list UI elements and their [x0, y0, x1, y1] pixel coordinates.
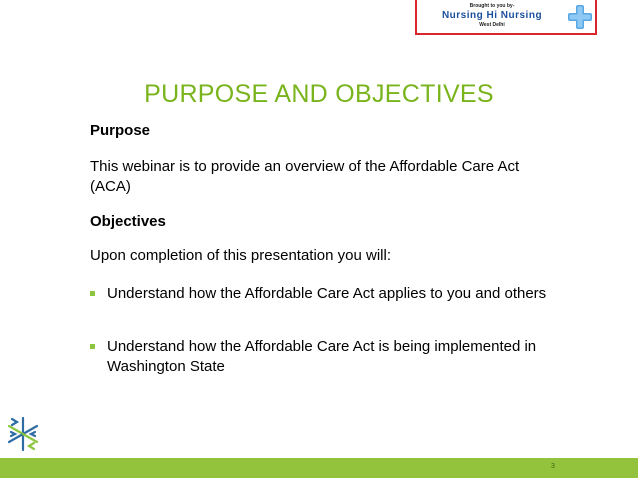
bullet-square-icon — [90, 291, 95, 296]
objectives-intro: Upon completion of this presentation you will: — [90, 247, 391, 264]
objectives-heading: Objectives — [90, 213, 166, 230]
objective-bullet-text: Understand how the Affordable Care Act is being implemented in Washington State — [107, 338, 537, 375]
objective-bullet-text: Understand how the Affordable Care Act applies to you and others — [107, 285, 547, 302]
purpose-text: This webinar is to provide an overview of the Affordable Care Act (ACA) — [90, 158, 520, 195]
brand-logo-badge — [415, 0, 597, 35]
purpose-heading: Purpose — [90, 122, 151, 139]
logo-brand-name: Nursing Hi Nursing — [441, 10, 543, 21]
footer-bar — [0, 458, 638, 478]
page-number: 3 — [551, 463, 555, 470]
logo-brought-by: Brought to you by- — [469, 3, 515, 9]
logo-location: West Delhi — [479, 22, 505, 28]
star-burst-logo-icon — [6, 414, 40, 454]
medical-cross-icon — [567, 4, 593, 30]
bullet-square-icon — [90, 344, 95, 349]
slide-title: PURPOSE AND OBJECTIVES — [144, 80, 494, 108]
